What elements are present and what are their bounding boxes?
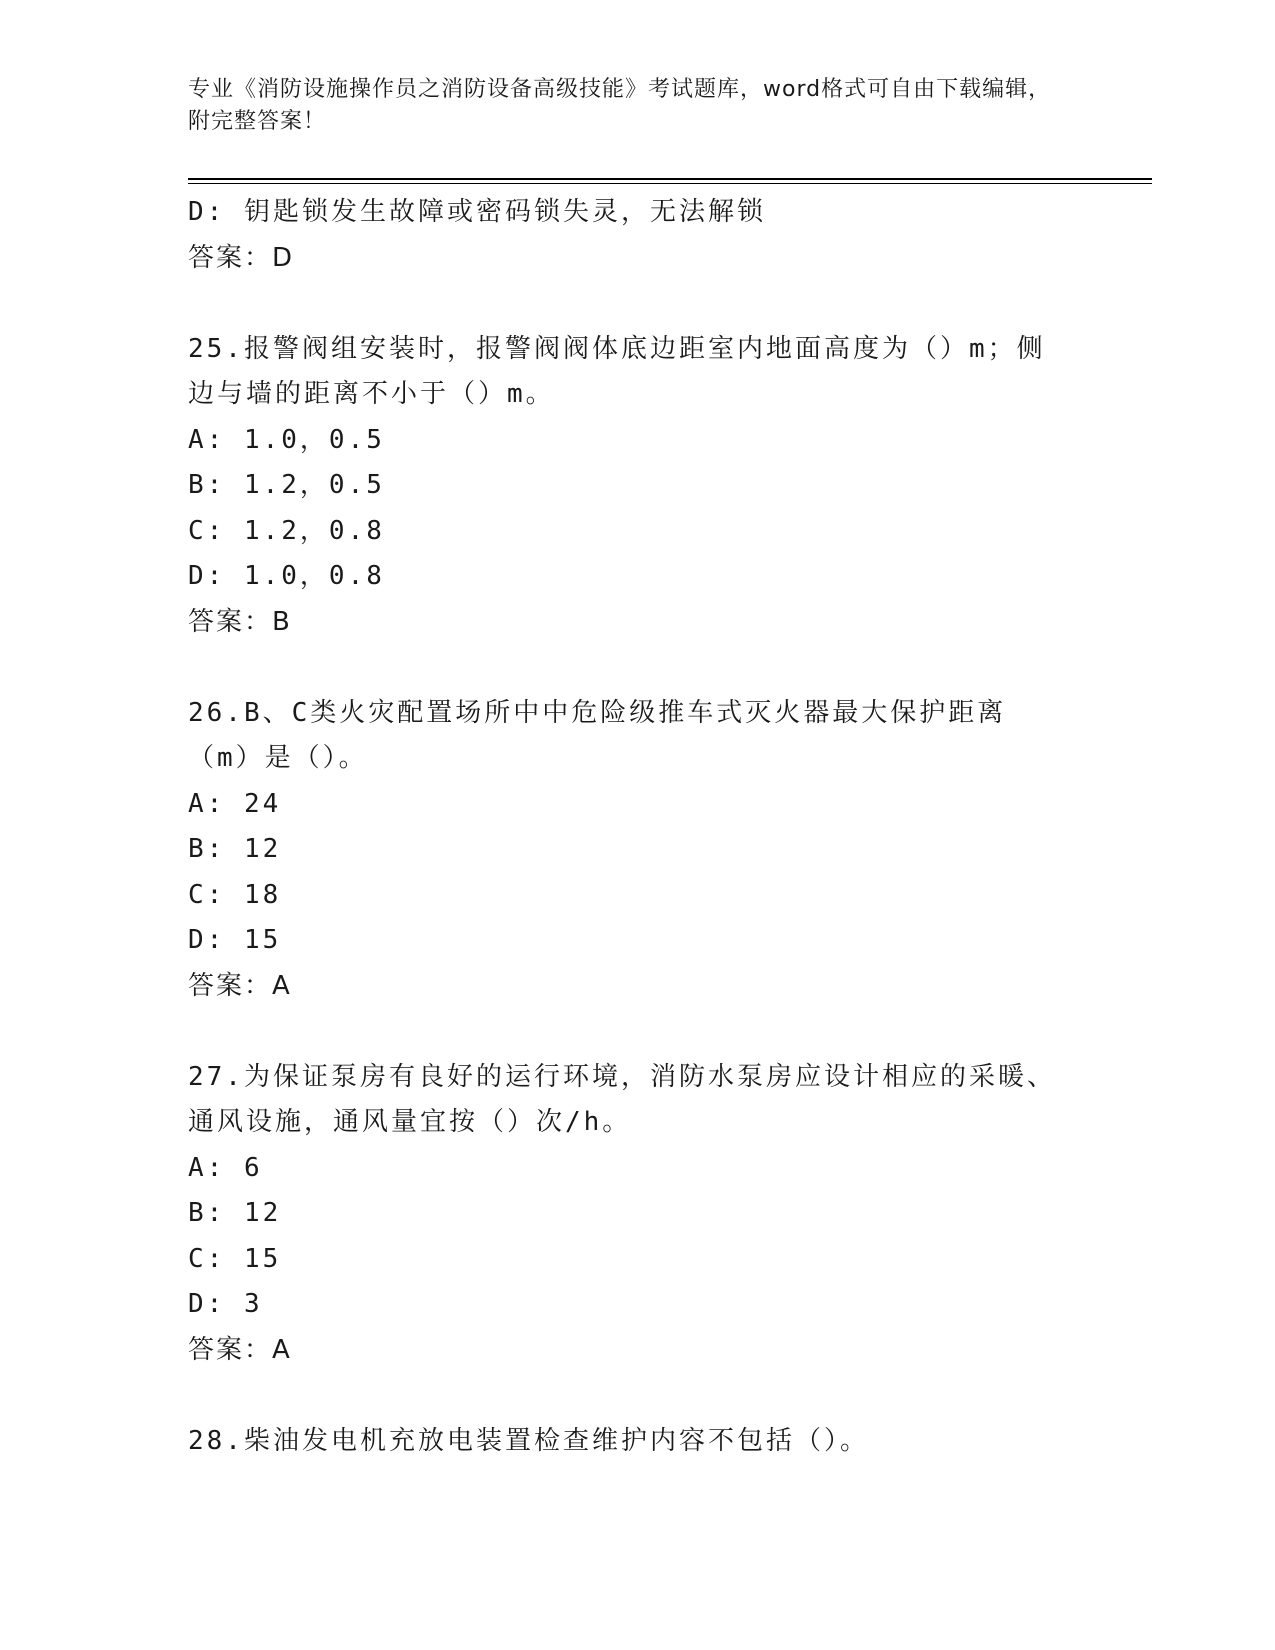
option-a: A: 24 — [188, 788, 282, 819]
answer-line: 答案：A — [188, 970, 292, 1001]
header-divider-thin — [188, 183, 1152, 184]
header-divider-thick — [188, 178, 1152, 180]
option-d: D: 钥匙锁发生故障或密码锁失灵，无法解锁 — [188, 197, 766, 227]
option-c: C: 18 — [188, 879, 282, 910]
answer-line: 答案：B — [188, 606, 292, 637]
question-text: 27.为保证泵房有良好的运行环境，消防水泵房应设计相应的采暖、通风设施，通风量宜按（）次/h。 — [188, 1061, 1056, 1137]
option-c: C: 15 — [188, 1243, 282, 1274]
option-d: D: 3 — [188, 1289, 263, 1319]
option-d: D: 1.0，0.8 — [188, 561, 385, 591]
question-27 — [188, 1055, 1088, 1374]
answer-line: 答案：D — [188, 242, 295, 273]
question-25 — [188, 327, 1088, 646]
option-b: B: 12 — [188, 834, 282, 864]
answer-line: 答案：A — [188, 1334, 292, 1365]
option-a: A: 1.0，0.5 — [188, 424, 385, 455]
question-text: 25.报警阀组安装时，报警阀阀体底边距室内地面高度为（）m；侧边与墙的距离不小于（）m。 — [188, 333, 1046, 409]
document-body — [188, 190, 1088, 1464]
option-c: C: 1.2，0.8 — [188, 515, 385, 546]
option-b: B: 1.2，0.5 — [188, 470, 385, 500]
question-26 — [188, 691, 1088, 1010]
document-header: 专业《消防设施操作员之消防设备高级技能》考试题库，word格式可自由下载编辑，附完整答案！ — [188, 77, 1052, 134]
question-text: 26.B、C类火灾配置场所中中危险级推车式灭火器最大保护距离（m）是（）。 — [188, 697, 1007, 773]
option-b: B: 12 — [188, 1198, 282, 1228]
question-28 — [188, 1419, 1088, 1465]
option-a: A: 6 — [188, 1152, 263, 1183]
question-text: 28.柴油发电机充放电装置检查维护内容不包括（）。 — [188, 1425, 869, 1456]
option-d: D: 15 — [188, 925, 282, 955]
